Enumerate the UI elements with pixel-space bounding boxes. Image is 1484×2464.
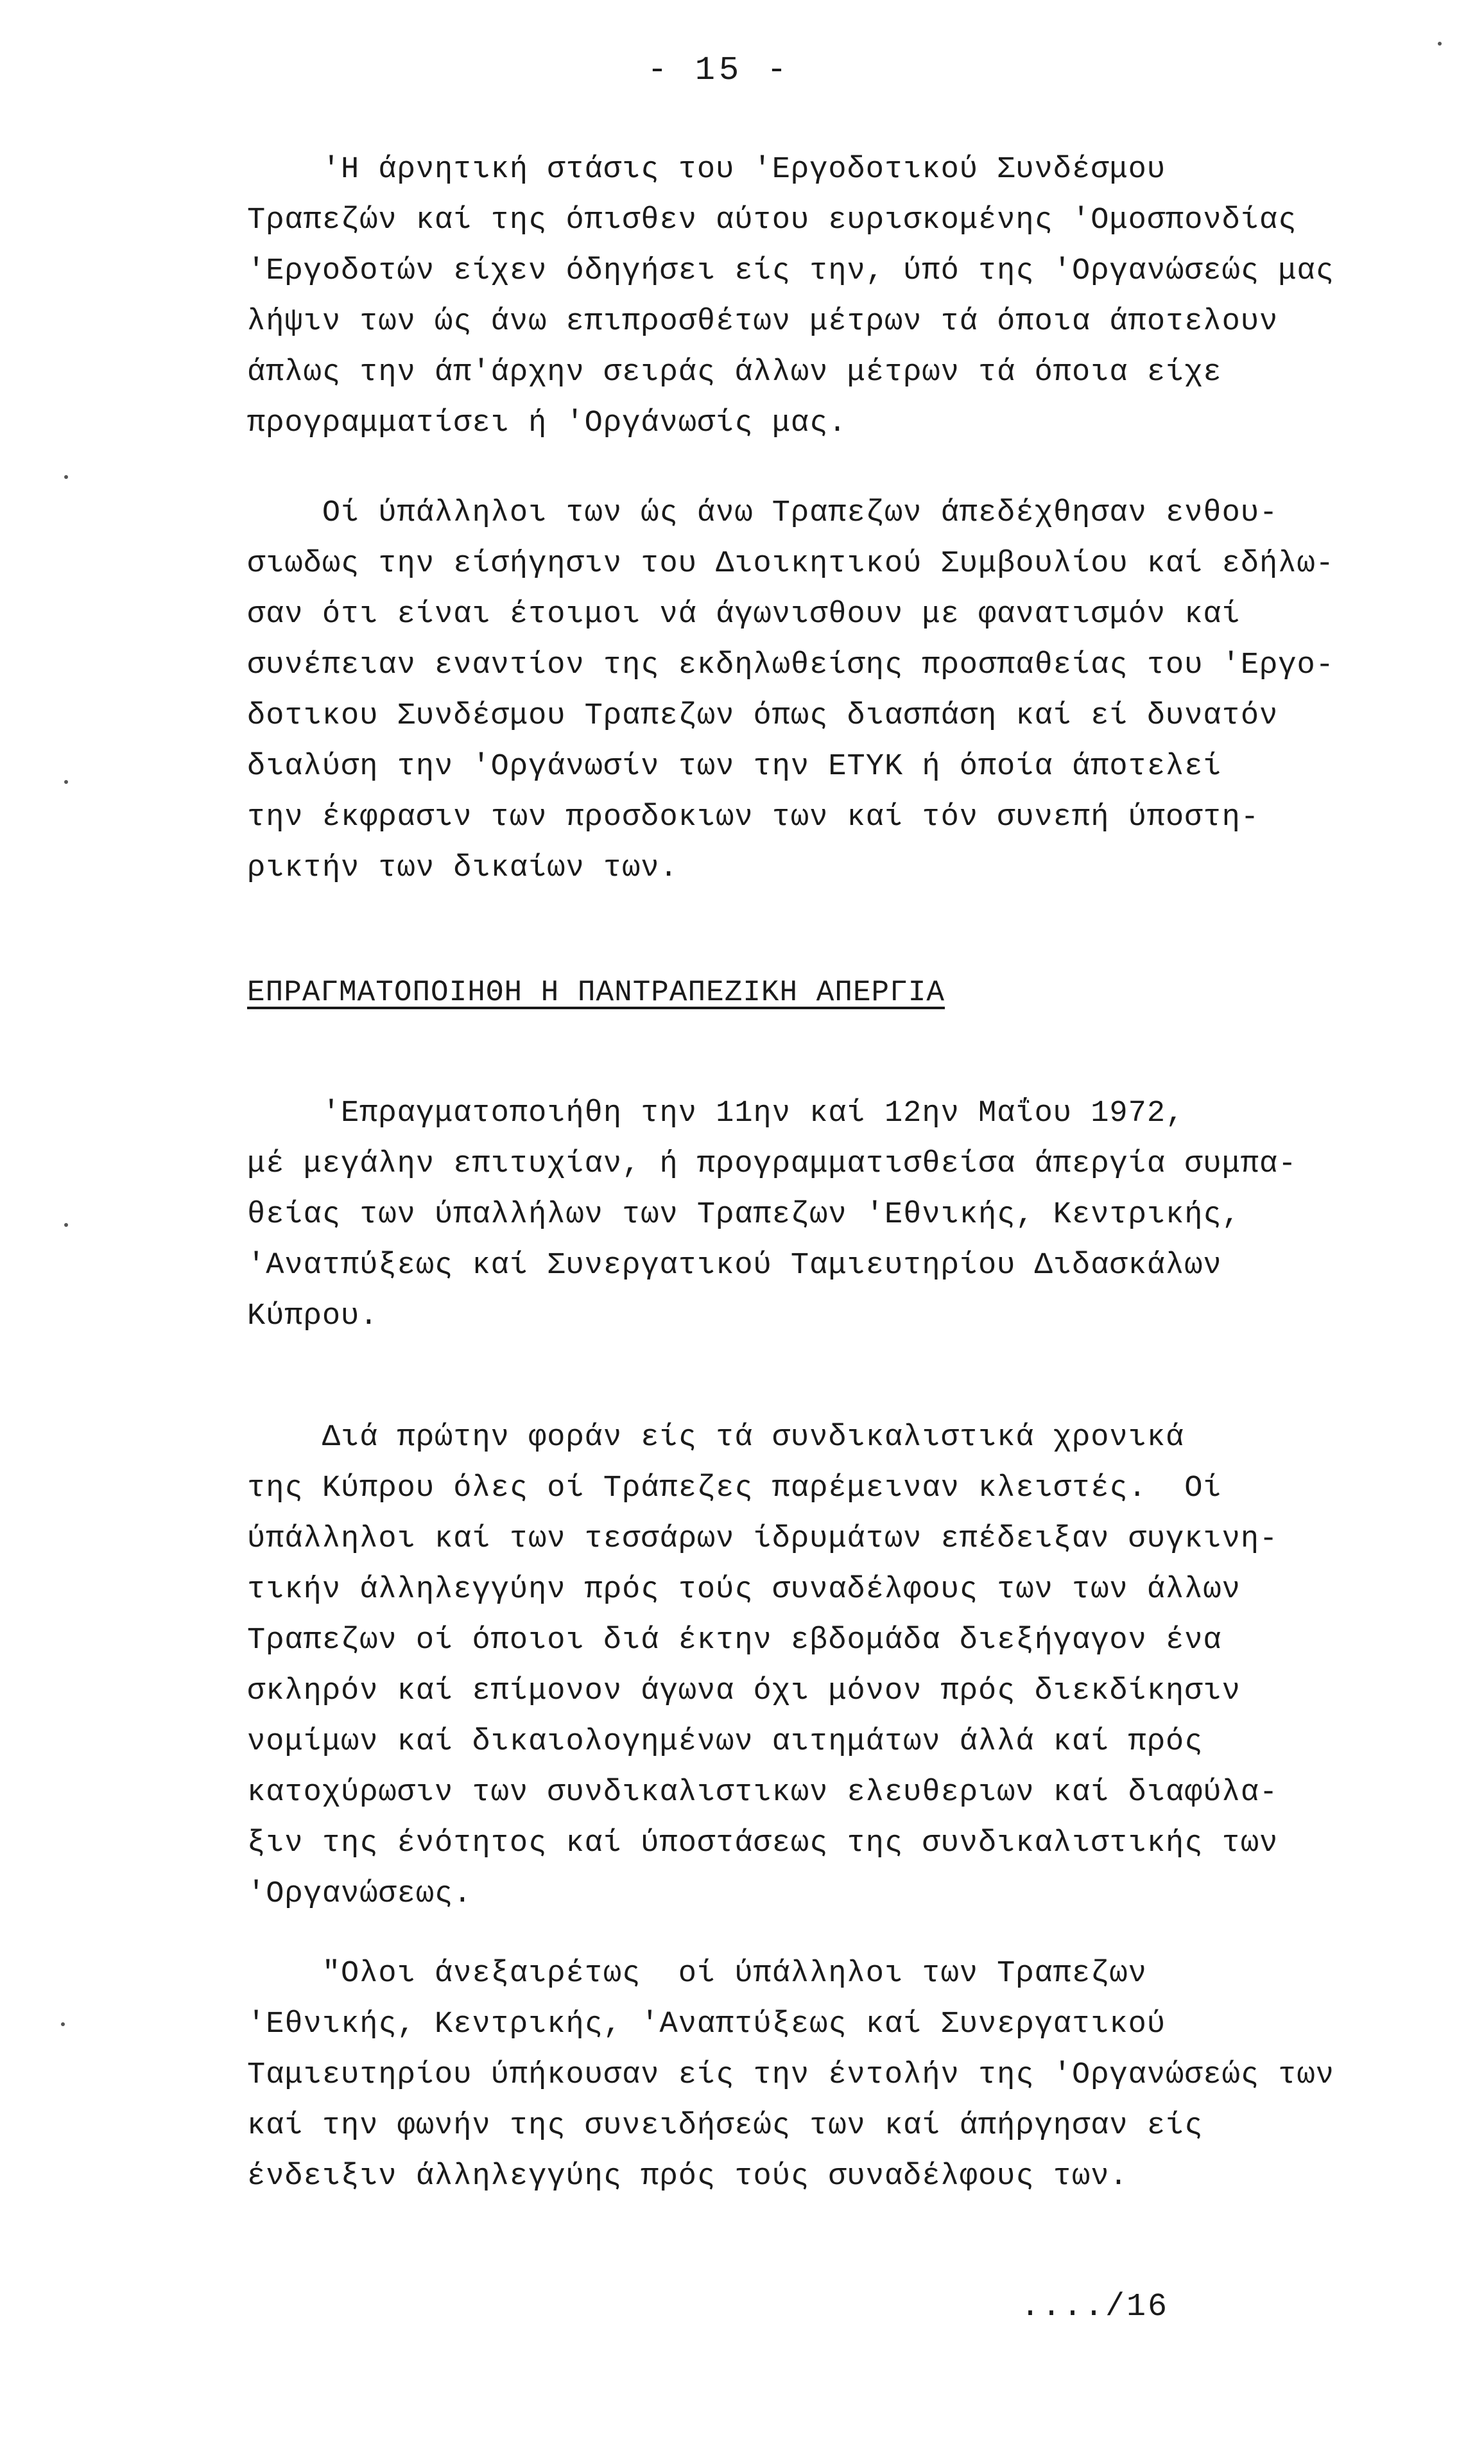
paragraph-1: [247, 144, 1402, 449]
text-line: ξιν της ένότητος καί ύποστάσεως της συνδικαλιστικής των: [247, 1826, 1279, 1861]
text-line: Οί ύπάλληλοι των ώς άνω Τραπεζων άπεδέχθησαν ενθου-: [247, 496, 1279, 530]
scan-speck: [61, 2022, 65, 2026]
text-line: κατοχύρωσιν των συνδικαλιστικων ελευθεριων καί διαφύλα-: [247, 1776, 1279, 1810]
text-line: την έκφρασιν των προσδοκιων των καί τόν συνεπή ύποστη-: [247, 801, 1260, 835]
text-line: Τραπεζών καί της όπισθεν αύτου ευρισκομένης 'Ομοσπονδίας: [247, 204, 1297, 238]
text-line: ρικτήν των δικαίων των.: [247, 851, 678, 885]
text-line: ύπάλληλοι καί των τεσσάρων ίδρυμάτων επέδειξαν συγκινη-: [247, 1522, 1279, 1556]
text-line: σκληρόν καί επίμονον άγωνα όχι μόνον πρός διεκδίκησιν: [247, 1674, 1241, 1708]
paragraph-5: [247, 1948, 1402, 2202]
text-line: σαν ότι είναι έτοιμοι νά άγωνισθουν με φανατισμόν καί: [247, 598, 1241, 632]
scan-speck: [1438, 42, 1442, 46]
text-line: καί την φωνήν της συνειδήσεώς των καί άπήργησαν είς: [247, 2109, 1204, 2143]
text-line: "Ολοι άνεξαιρέτως οί ύπάλληλοι των Τραπεζων: [247, 1957, 1147, 1991]
text-line: Ταμιευτηρίου ύπήκουσαν είς την έντολήν της 'Οργανώσεώς των: [247, 2058, 1334, 2092]
text-line: 'Η άρνητική στάσις του 'Εργοδοτικού Συνδέσμου: [247, 153, 1166, 187]
text-line: Κύπρου.: [247, 1299, 379, 1333]
text-line: σιωδως την είσήγησιν του Διοικητικού Συμβουλίου καί εδήλω-: [247, 547, 1334, 581]
text-line: συνέπειαν εναντίον της εκδηλωθείσης προσπαθείας του 'Εργο-: [247, 648, 1334, 682]
paragraph-4: [247, 1412, 1402, 1920]
text-line: θείας των ύπαλλήλων των Τραπεζων 'Εθνικής, Κεντρικής,: [247, 1198, 1241, 1232]
page-number: - 15 -: [647, 51, 791, 89]
text-line: ένδειξιν άλληλεγγύης πρός τούς συναδέλφους των.: [247, 2160, 1128, 2194]
text-line: διαλύση την 'Οργάνωσίν των την ΕΤΥΚ ή όποία άποτελεί: [247, 750, 1222, 784]
text-line: προγραμματίσει ή 'Οργάνωσίς μας.: [247, 406, 847, 440]
text-line: 'Ανατπύξεως καί Συνεργατικού Ταμιευτηρίου Διδασκάλων: [247, 1249, 1222, 1283]
continuation-marker: ..../16: [1021, 2289, 1169, 2325]
scan-speck: [64, 475, 68, 479]
text-line: 'Οργανώσεως.: [247, 1877, 472, 1911]
text-line: Τραπεζων οί όποιοι διά έκτην εβδομάδα διεξήγαγον ένα: [247, 1624, 1222, 1658]
scan-speck: [64, 1223, 68, 1227]
paragraph-2: [247, 488, 1402, 894]
text-line: της Κύπρου όλες οί Τράπεζες παρέμειναν κλειστές. Οί: [247, 1471, 1222, 1505]
text-line: δοτικου Συνδέσμου Τραπεζων όπως διασπάση καί εί δυνατόν: [247, 699, 1279, 733]
text-line: 'Εργοδοτών είχεν όδηγήσει είς την, ύπό της 'Οργανώσεώς μας: [247, 254, 1334, 288]
text-line: 'Εθνικής, Κεντρικής, 'Αναπτύξεως καί Συνεργατικού: [247, 2008, 1166, 2042]
text-line: μέ μεγάλην επιτυχίαν, ή προγραμματισθείσα άπεργία συμπα-: [247, 1147, 1297, 1181]
text-line: 'Επραγματοποιήθη την 11ην καί 12ην Μαΐου 1972,: [247, 1097, 1185, 1131]
scan-speck: [64, 780, 68, 784]
text-line: λήψιν των ώς άνω επιπροσθέτων μέτρων τά όποια άποτελουν: [247, 305, 1279, 339]
paragraph-3: [247, 1088, 1402, 1342]
text-line: Διά πρώτην φοράν είς τά συνδικαλιστικά χρονικά: [247, 1421, 1185, 1455]
text-line: νομίμων καί δικαιολογημένων αιτημάτων άλλά καί πρός: [247, 1725, 1204, 1759]
text-line: άπλως την άπ'άρχην σειράς άλλων μέτρων τά όποια είχε: [247, 356, 1222, 390]
section-heading: ΕΠΡΑΓΜΑΤΟΠΟΙΗΘΗ Η ΠΑΝΤΡΑΠΕΖΙΚΗ ΑΠΕΡΓΙΑ: [247, 976, 945, 1009]
text-line: τικήν άλληλεγγύην πρός τούς συναδέλφους των των άλλων: [247, 1573, 1241, 1607]
